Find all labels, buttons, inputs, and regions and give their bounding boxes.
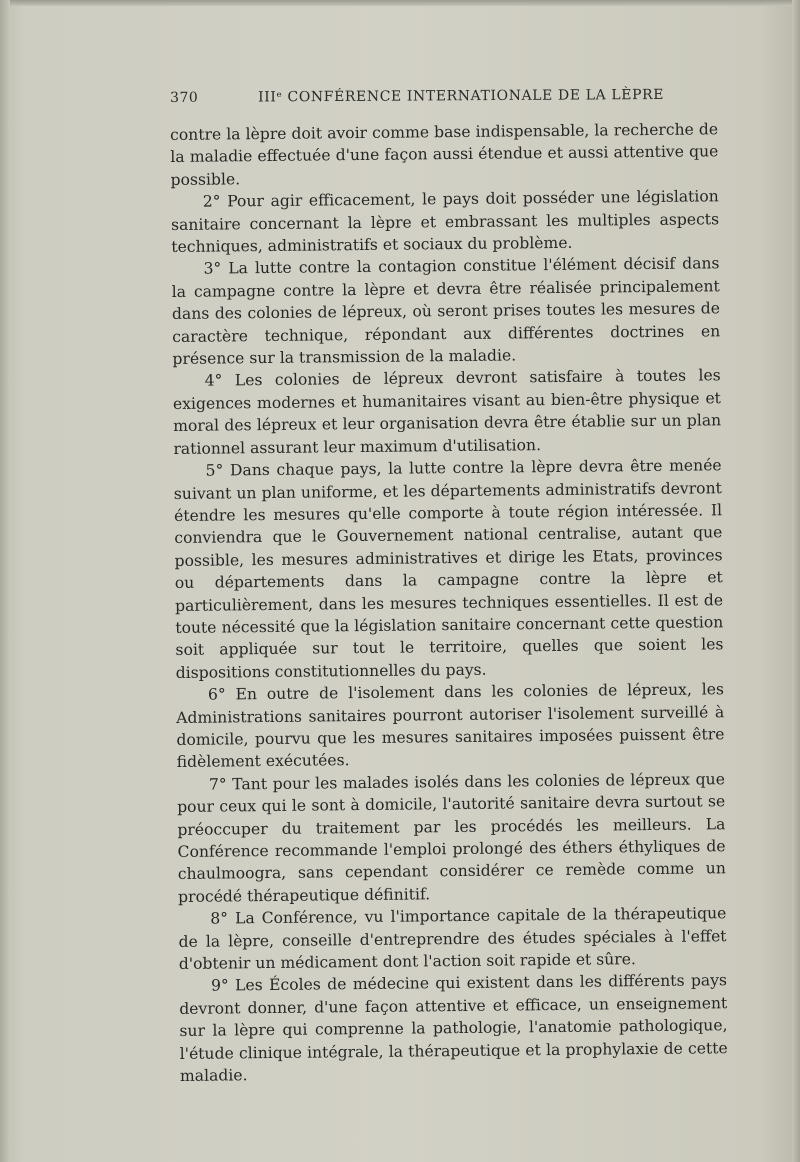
paragraph-item-2: 2° Pour agir efficacement, le pays doit posséder une législation sanitaire concernant la lèpre et embrassant les multiples aspects techniques, administratifs et sociaux du problème. — [170, 187, 720, 257]
paragraph-item-5: 5° Dans chaque pays, la lutte contre la lèpre devra être menée suivant un plan uniforme, et les départements administratifs devront étendre les mesures qu'elle comporte à toute région intéressée. Il conviendra que le Gouvernement national centralise, autant que possible, les mesures administratives et dirige les Etats, provinces ou départements dans la campagne contre la lèpre et particulièrement, dans les mesures techniques essentielles. Il est de toute nécessité que la législation sanitaire concernant cette question soit appliquée sur tout le territoire, quelles que soient les dispositions constitutionnelles du pays. — [173, 456, 724, 682]
paragraph-item-3: 3° La lutte contre la contagion constitue l'élément décisif dans la campagne contre la lèpre et devra être réalisée principalement dans des colonies de lépreux, où seront prises toutes les mesures de caractère technique, répondant aux différentes doctrines en présence sur la transmission de la maladie. — [171, 254, 721, 369]
page-left-edge — [0, 0, 10, 1162]
body-text — [170, 118, 728, 1087]
page-top-edge — [0, 0, 800, 6]
paragraph-item-8: 8° La Conférence, vu l'importance capitale de la thérapeutique de la lèpre, conseille d'entreprendre des études spéciales à l'effet d'obtenir un médicament dont l'action soit rapide et sûre. — [178, 904, 727, 973]
paragraph-continuation: contre la lèpre doit avoir comme base indispensable, la recherche de la maladie effectuée d'une façon aussi étendue et aussi attentive que possible. — [170, 120, 719, 189]
page-header — [170, 87, 730, 114]
running-head: IIIᵉ CONFÉRENCE INTERNATIONALE DE LA LÈPRE — [257, 86, 665, 106]
paragraph-item-4: 4° Les colonies de lépreux devront satisfaire à toutes les exigences modernes et humanitaires visant au bien-être physique et moral des lépreux et leur organisation devra être établie sur un plan rationnel assurant leur maximum d'utilisation. — [172, 366, 722, 458]
page-right-edge — [792, 0, 800, 1162]
paragraph-item-6: 6° En outre de l'isolement dans les colonies de lépreux, les Administrations sanitaires pourront autoriser l'isolement surveillé à domicile, pourvu que les mesures sanitaires imposées puissent être fidèlement exécutées. — [176, 680, 725, 772]
paragraph-item-7: 7° Tant pour les malades isolés dans les colonies de lépreux que pour ceux qui le sont à domicile, l'autorité sanitaire devra surtout se préoccuper du traitement par les procédés les meilleurs. La Conférence recommande l'emploi prolongé des éthers éthyliques de chaulmoogra, sans cependant considérer ce remède comme un procédé thérapeutique définitif. — [177, 770, 726, 906]
paragraph-item-9: 9° Les Écoles de médecine qui existent dans les différents pays devront donner, d'une façon attentive et efficace, un enseignement sur la lèpre qui comprenne la pathologie, l'anatomie pathologique, l'étude clinique intégrale, la thérapeutique et la prophylaxie de cette maladie. — [179, 971, 728, 1086]
page-number: 370 — [170, 89, 199, 106]
